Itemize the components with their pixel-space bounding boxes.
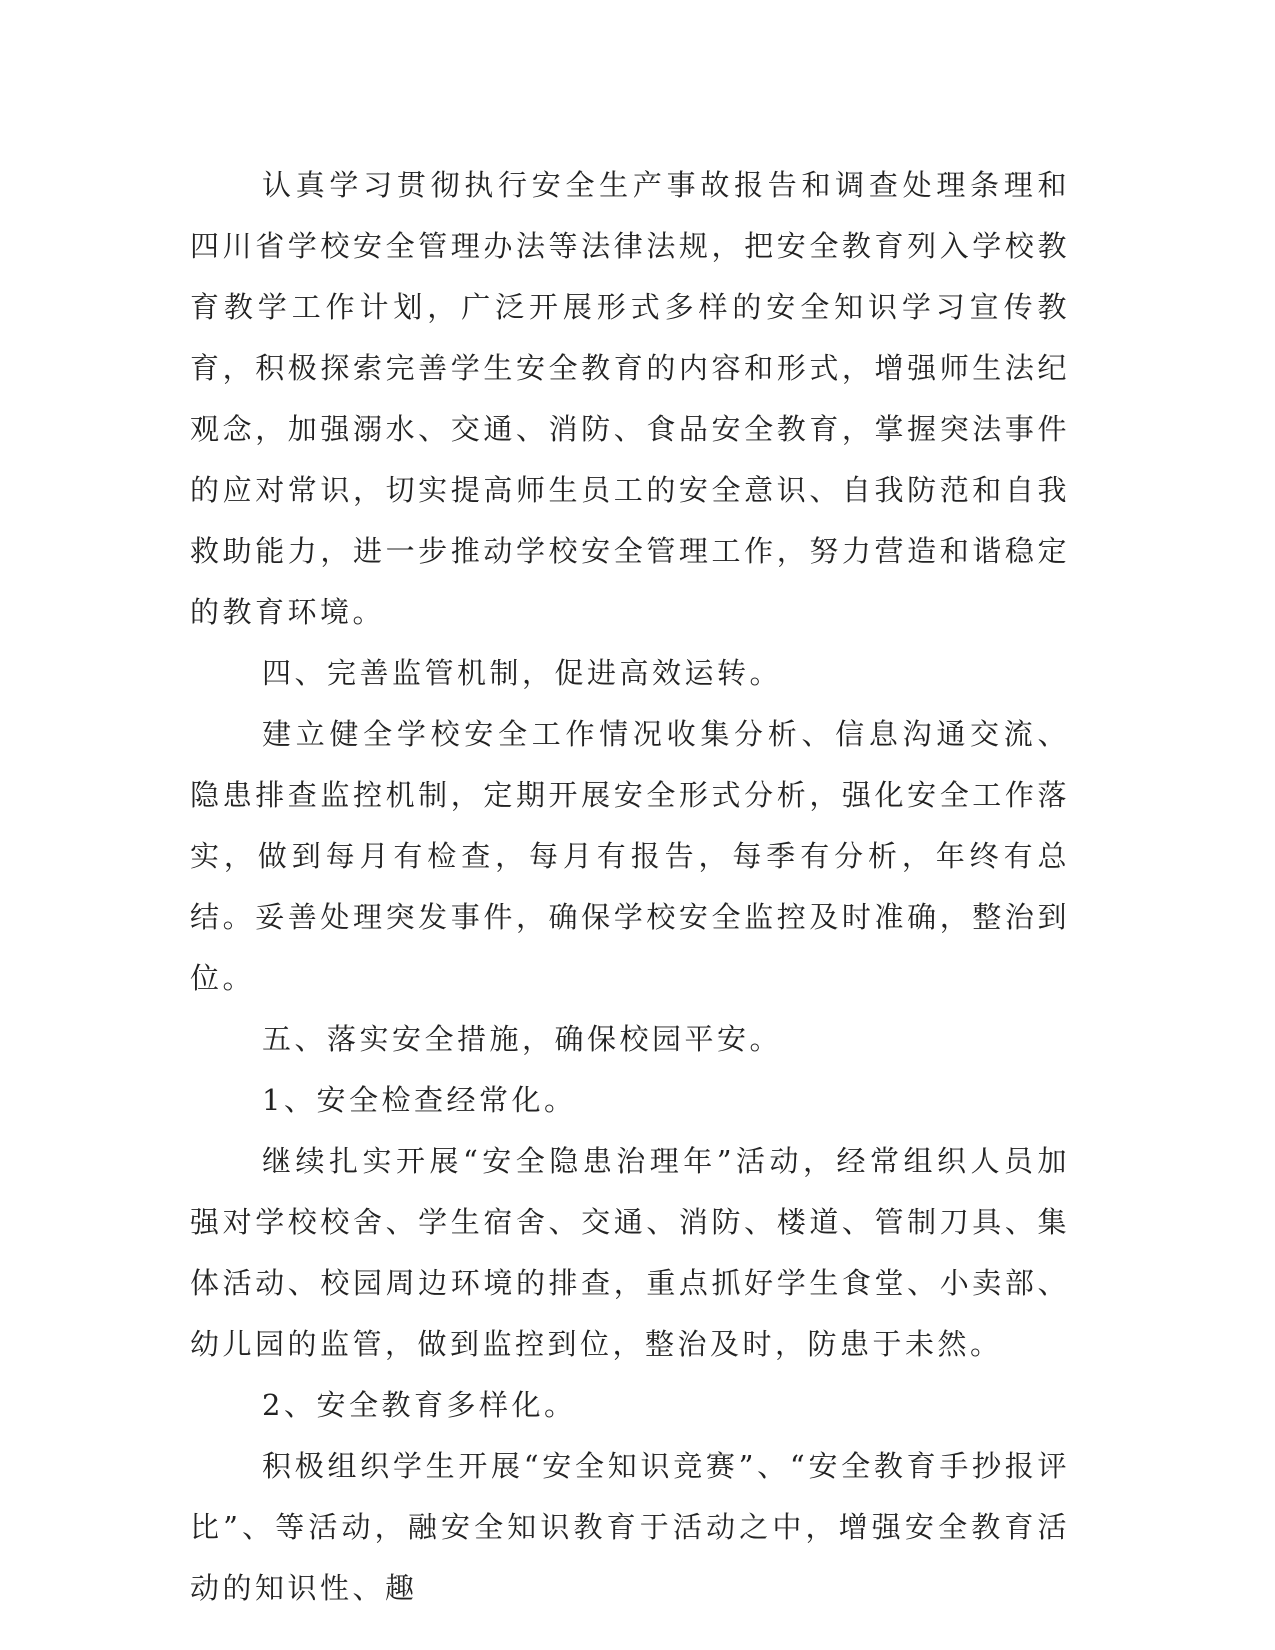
paragraph-hazard-inspection: 继续扎实开展“安全隐患治理年”活动，经常组织人员加强对学校校舍、学生宿舍、交通、消防、楼道、管制刀具、集体活动、校园周边环境的排查，重点抓好学生食堂、小卖部、幼儿园的监管，做到监控到位，整治及时，防患于未然。: [190, 1144, 1070, 1361]
subheading-safety-inspection: 1、安全检查经常化。: [262, 1083, 577, 1117]
heading-section-four: 四、完善监管机制，促进高效运转。: [262, 656, 783, 690]
document-body: [190, 155, 1070, 1619]
paragraph-safety-law-study: 认真学习贯彻执行安全生产事故报告和调查处理条理和四川省学校安全管理办法等法律法规，把安全教育列入学校教育教学工作计划，广泛开展形式多样的安全知识学习宣传教育，积极探索完善学生安全教育的内容和形式，增强师生法纪观念，加强溺水、交通、消防、食品安全教育，掌握突法事件的应对常识，切实提高师生员工的安全意识、自我防范和自我救助能力，进一步推动学校安全管理工作，努力营造和谐稳定的教育环境。: [190, 168, 1070, 629]
paragraph-education-activities: 积极组织学生开展“安全知识竞赛”、“安全教育手抄报评比”、等活动，融安全知识教育于活动之中，增强安全教育活动的知识性、趣: [190, 1449, 1070, 1605]
subheading-safety-education: 2、安全教育多样化。: [262, 1388, 577, 1422]
heading-section-five: 五、落实安全措施，确保校园平安。: [262, 1022, 783, 1056]
paragraph-supervision-mechanism: 建立健全学校安全工作情况收集分析、信息沟通交流、隐患排查监控机制，定期开展安全形式分析，强化安全工作落实，做到每月有检查，每月有报告，每季有分析，年终有总结。妥善处理突发事件，确保学校安全监控及时准确，整治到位。: [190, 717, 1070, 995]
